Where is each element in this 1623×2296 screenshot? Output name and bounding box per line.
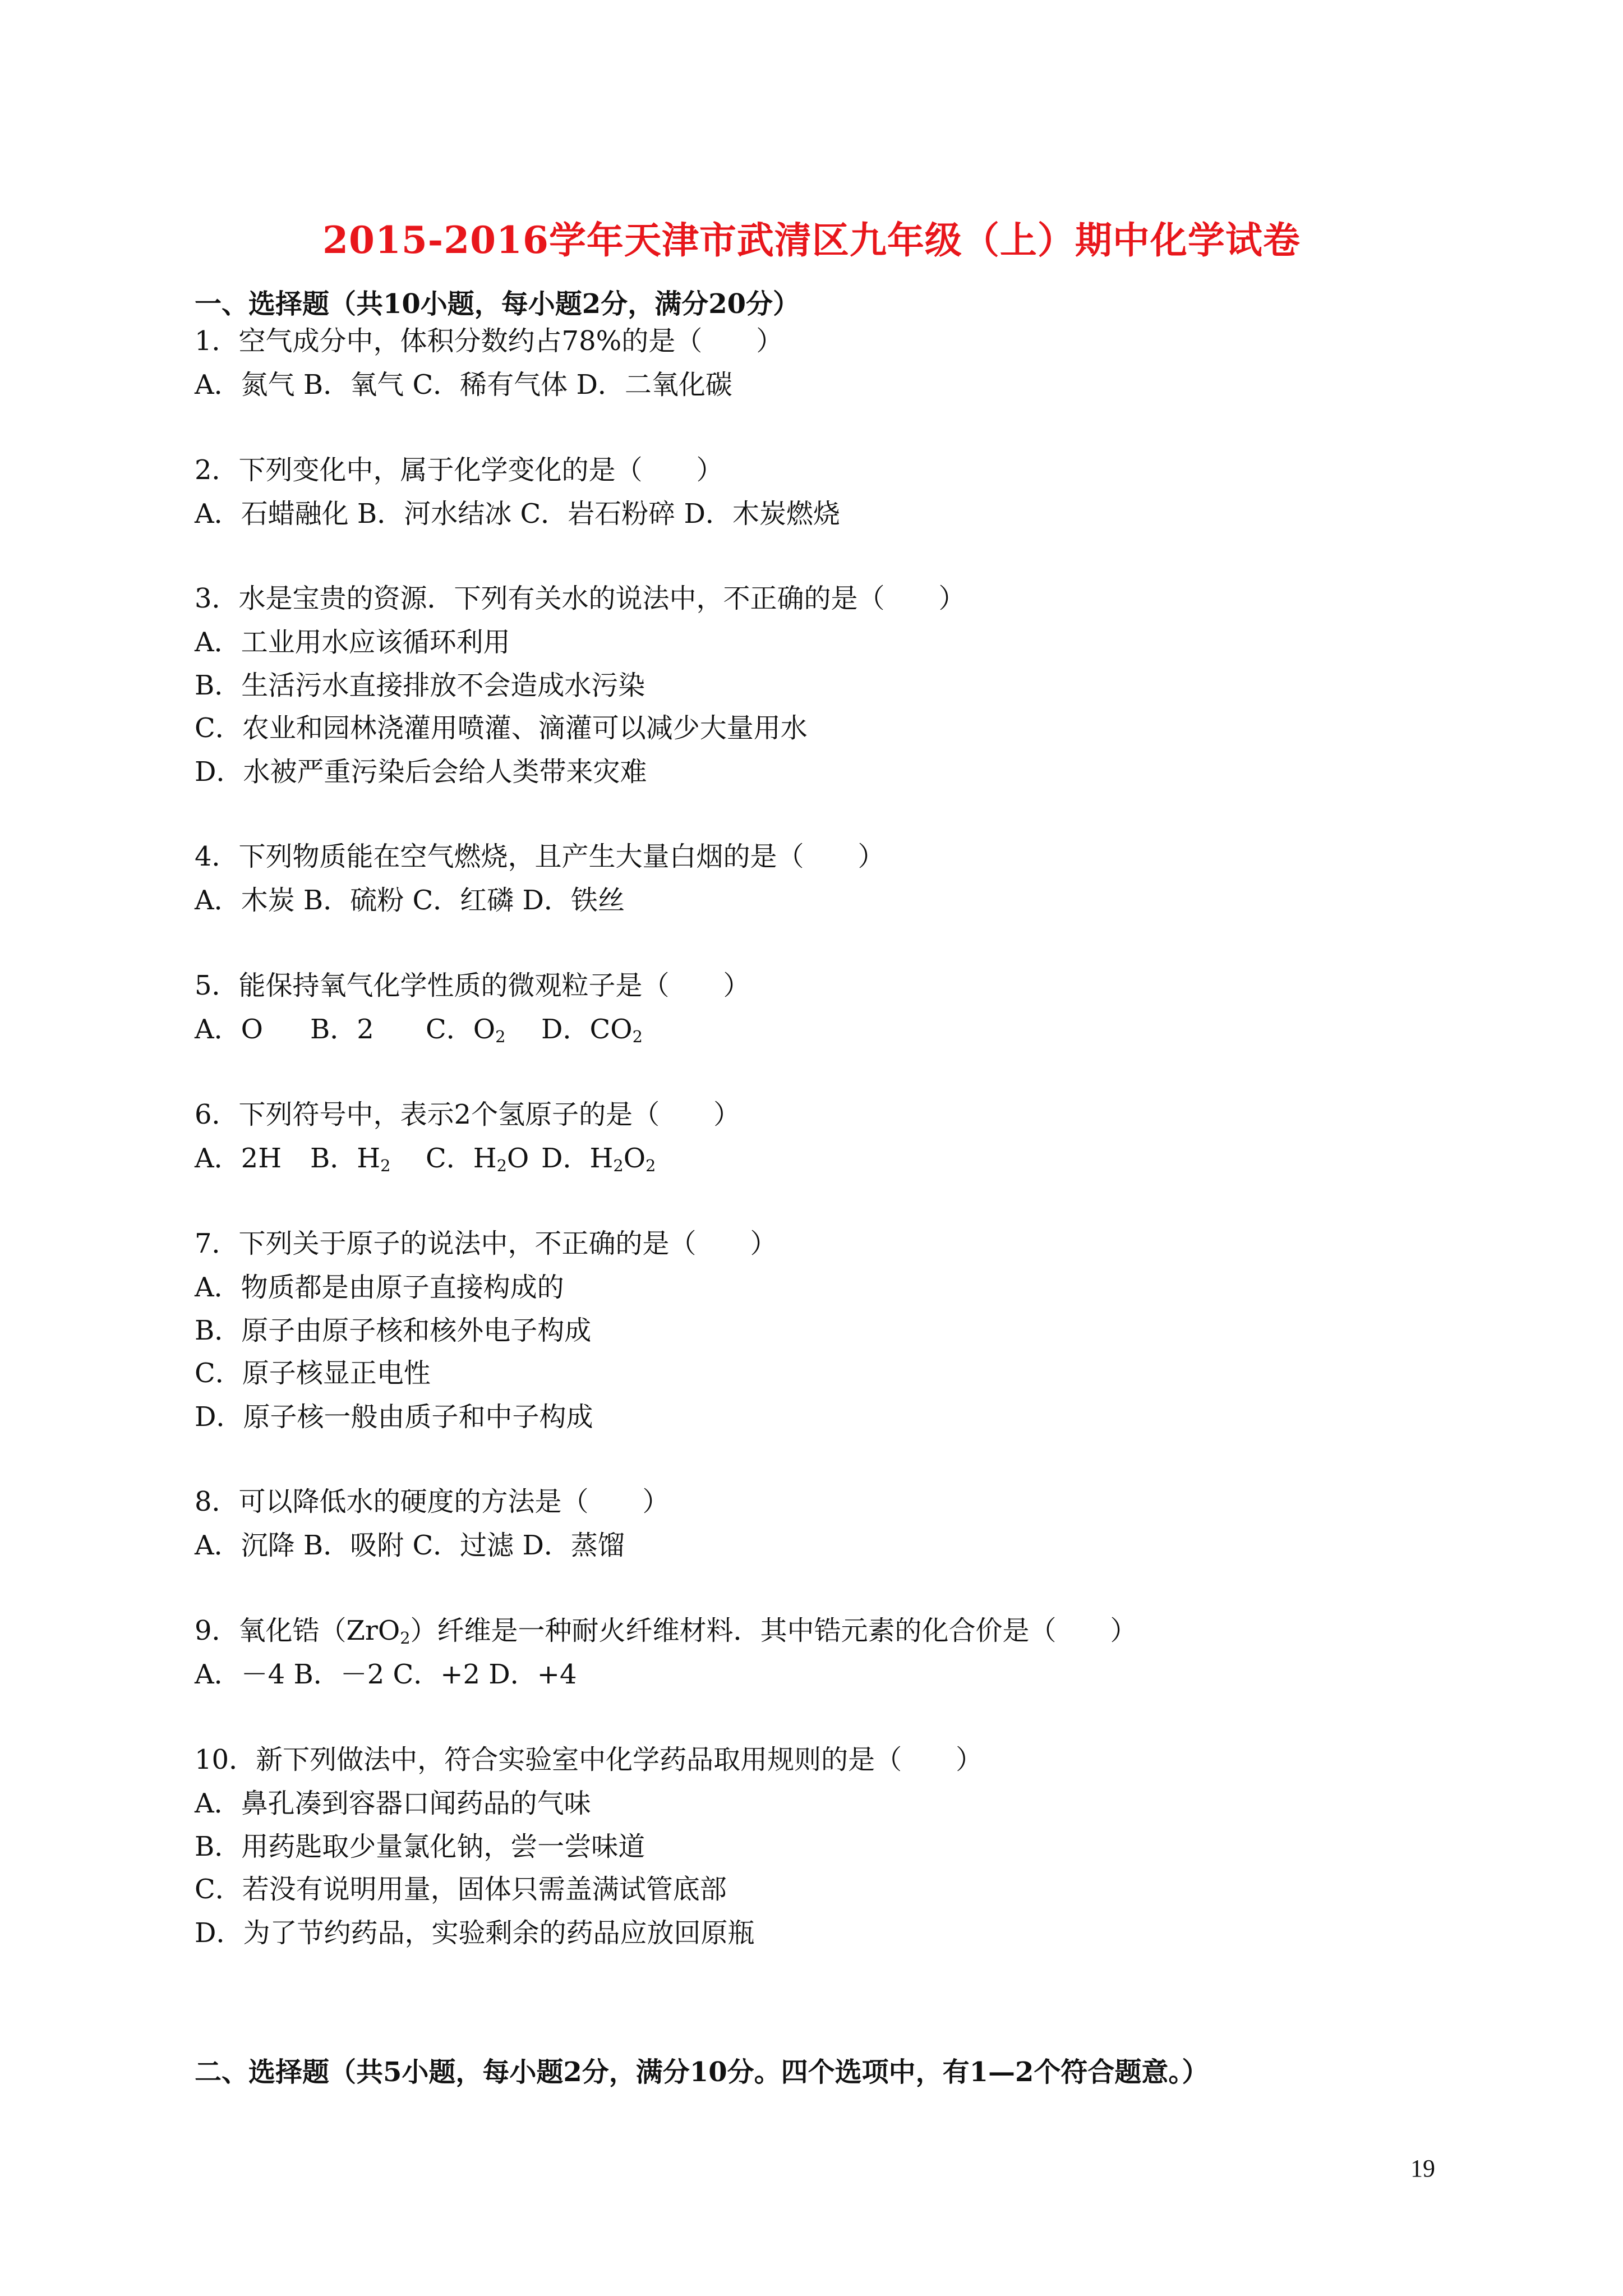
question-3-option-c: C．农业和园林浇灌用喷灌、滴灌可以减少大量用水: [195, 712, 808, 744]
question-6-options: [195, 1142, 656, 1182]
question-10-stem: 10．新下列做法中，符合实验室中化学药品取用规则的是（ ）: [195, 1744, 983, 1775]
question-3-option-a: A．工业用水应该循环利用: [195, 627, 510, 658]
question-9-stem: 9．氧化锆（ZrO$_2$）纤维是一种耐火纤维材料．其中锆元素的化合价是（ ）: [195, 1615, 1137, 1648]
question-7-option-b: B．原子由原子核和核外电子构成: [195, 1315, 592, 1346]
q5-option-b: B．2: [310, 1014, 374, 1045]
question-4-stem: 4．下列物质能在空气燃烧，且产生大量白烟的是（ ）: [195, 841, 885, 872]
q5-option-a: A．O: [195, 1014, 264, 1045]
question-3-option-d: D．水被严重污染后会给人类带来灾难: [195, 756, 647, 788]
question-4-options: A．木炭 B．硫粉 C．红磷 D．铁丝: [195, 885, 625, 916]
question-10-option-a: A．鼻孔凑到容器口闻药品的气味: [195, 1788, 591, 1819]
section-1-heading: 一、选择题（共10小题，每小题2分，满分20分）: [195, 288, 800, 320]
q6-option-d: D．$H_2O_2$: [541, 1143, 656, 1176]
page-number: 19: [1410, 2155, 1435, 2182]
question-10-option-c: C．若没有说明用量，固体只需盖满试管底部: [195, 1874, 727, 1905]
question-9-options: A．－4 B．－2 C．+2 D．+4: [195, 1659, 577, 1690]
q6-option-b: B．$H_2$: [310, 1143, 391, 1176]
q6-option-a: A．2H: [195, 1143, 282, 1174]
question-5-options: [195, 1013, 643, 1053]
question-7-stem: 7．下列关于原子的说法中，不正确的是（ ）: [195, 1228, 777, 1259]
question-10-option-d: D．为了节约药品，实验剩余的药品应放回原瓶: [195, 1917, 755, 1949]
question-3-option-b: B．生活污水直接排放不会造成水污染: [195, 670, 645, 701]
question-7-option-c: C．原子核显正电性: [195, 1358, 431, 1389]
question-7-option-d: D．原子核一般由质子和中子构成: [195, 1401, 593, 1433]
question-3-stem: 3．水是宝贵的资源．下列有关水的说法中，不正确的是（ ）: [195, 583, 966, 614]
question-1-options: A．氮气 B．氧气 C．稀有气体 D．二氧化碳: [195, 369, 732, 401]
question-2-stem: 2．下列变化中，属于化学变化的是（ ）: [195, 454, 723, 486]
question-10-option-b: B．用药匙取少量氯化钠，尝一尝味道: [195, 1831, 645, 1862]
section-2-heading: 二、选择题（共5小题，每小题2分，满分10分。四个选项中，有1—2个符合题意。）: [195, 2056, 1209, 2088]
q5-option-c: C．$O_2$: [426, 1014, 506, 1047]
question-8-stem: 8．可以降低水的硬度的方法是（ ）: [195, 1486, 670, 1517]
exam-title: 2015-2016学年天津市武清区九年级（上）期中化学试卷: [322, 218, 1301, 262]
q5-option-d: D．$CO_2$: [541, 1014, 643, 1047]
q6-option-c: C．$H_2O$: [426, 1143, 529, 1176]
question-7-option-a: A．物质都是由原子直接构成的: [195, 1272, 564, 1303]
question-6-stem: 6．下列符号中，表示2个氢原子的是（ ）: [195, 1099, 741, 1130]
question-2-options: A．石蜡融化 B．河水结冰 C．岩石粉碎 D．木炭燃烧: [195, 498, 840, 530]
question-8-options: A．沉降 B．吸附 C．过滤 D．蒸馏: [195, 1530, 625, 1561]
question-1-stem: 1．空气成分中，体积分数约占78%的是（ ）: [195, 325, 783, 357]
question-5-stem: 5．能保持氧气化学性质的微观粒子是（ ）: [195, 970, 750, 1001]
